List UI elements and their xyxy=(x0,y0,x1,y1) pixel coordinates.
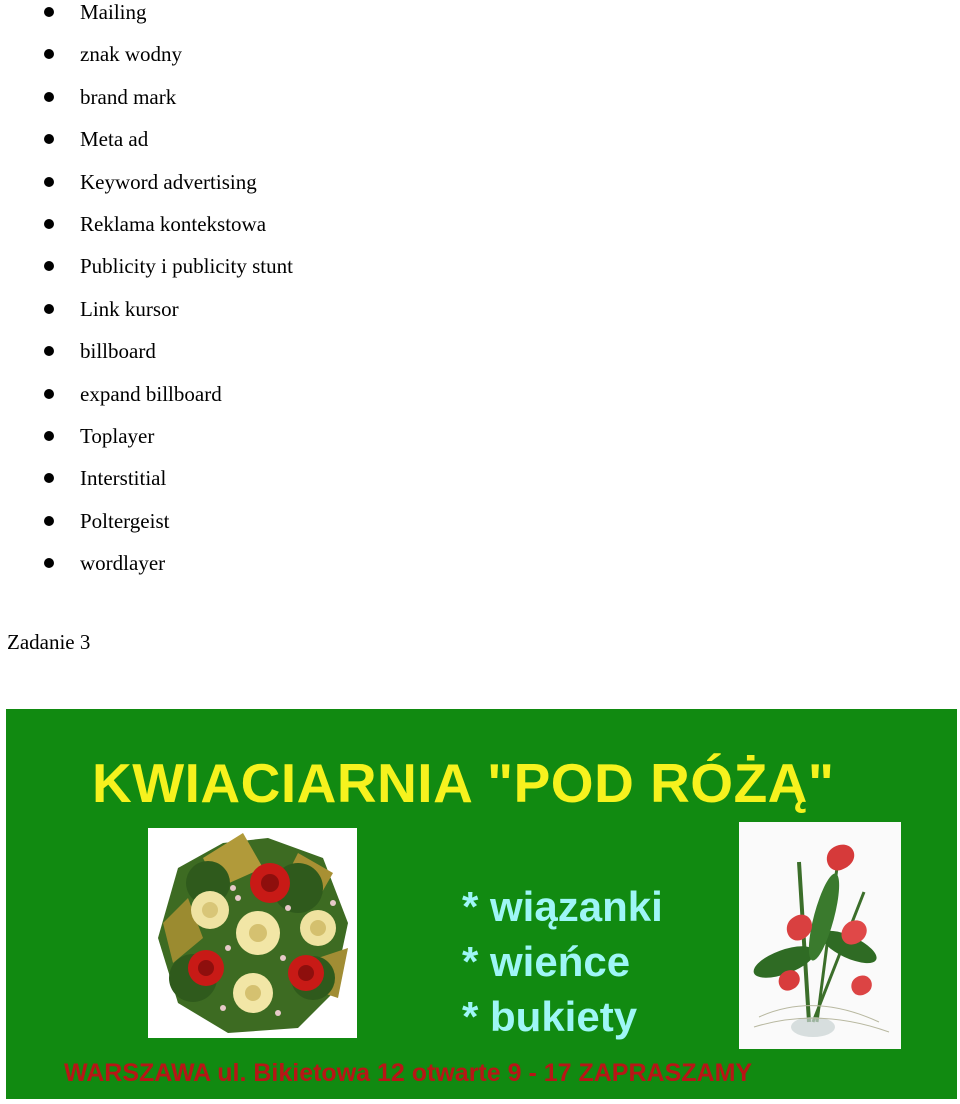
list-item-text: wordlayer xyxy=(80,551,166,576)
bullet-icon xyxy=(44,177,54,187)
bullet-icon xyxy=(44,261,54,271)
banner-title: KWIACIARNIA "POD RÓŻĄ" xyxy=(92,752,835,814)
offer-item: * wieńce xyxy=(462,938,631,985)
banner-address: WARSZAWA ul. Bikietowa 12 otwarte 9 - 17 ZAPRASZAMY xyxy=(64,1059,753,1087)
bullet-icon xyxy=(44,346,54,356)
section-heading: Zadanie 3 xyxy=(7,630,91,654)
bullet-icon xyxy=(44,516,54,526)
bullet-icon xyxy=(44,134,54,144)
list-item-text: Toplayer xyxy=(80,423,155,448)
list-item-text: expand billboard xyxy=(80,381,222,406)
list-item-text: Meta ad xyxy=(80,127,149,152)
list-item-text: Keyword advertising xyxy=(80,169,257,194)
list-item-text: brand mark xyxy=(80,84,177,109)
list-item-text: Link kursor xyxy=(80,296,179,321)
bullet-icon xyxy=(44,49,54,59)
list-item-text: znak wodny xyxy=(80,42,183,67)
bullet-icon xyxy=(44,431,54,441)
list-item-text: billboard xyxy=(80,339,156,364)
bullet-icon xyxy=(44,219,54,229)
offer-list xyxy=(462,879,663,1044)
anthurium-arrangement-image xyxy=(739,822,901,1049)
bullet-icon xyxy=(44,389,54,399)
bullet-icon xyxy=(44,304,54,314)
florist-banner xyxy=(6,709,957,1099)
bullet-icon xyxy=(44,92,54,102)
list-item-text: Interstitial xyxy=(80,466,167,491)
list-item-text: Reklama kontekstowa xyxy=(80,211,267,236)
bullet-icon xyxy=(44,558,54,568)
rose-bouquet-image xyxy=(148,828,357,1038)
list-item-text: Poltergeist xyxy=(80,508,170,533)
bullet-icon xyxy=(44,7,54,17)
offer-item: * bukiety xyxy=(462,993,638,1040)
bullet-icon xyxy=(44,473,54,483)
list-item-text: Mailing xyxy=(80,0,147,24)
offer-item: * wiązanki xyxy=(462,883,663,930)
list-item-text: Publicity i publicity stunt xyxy=(80,254,293,279)
